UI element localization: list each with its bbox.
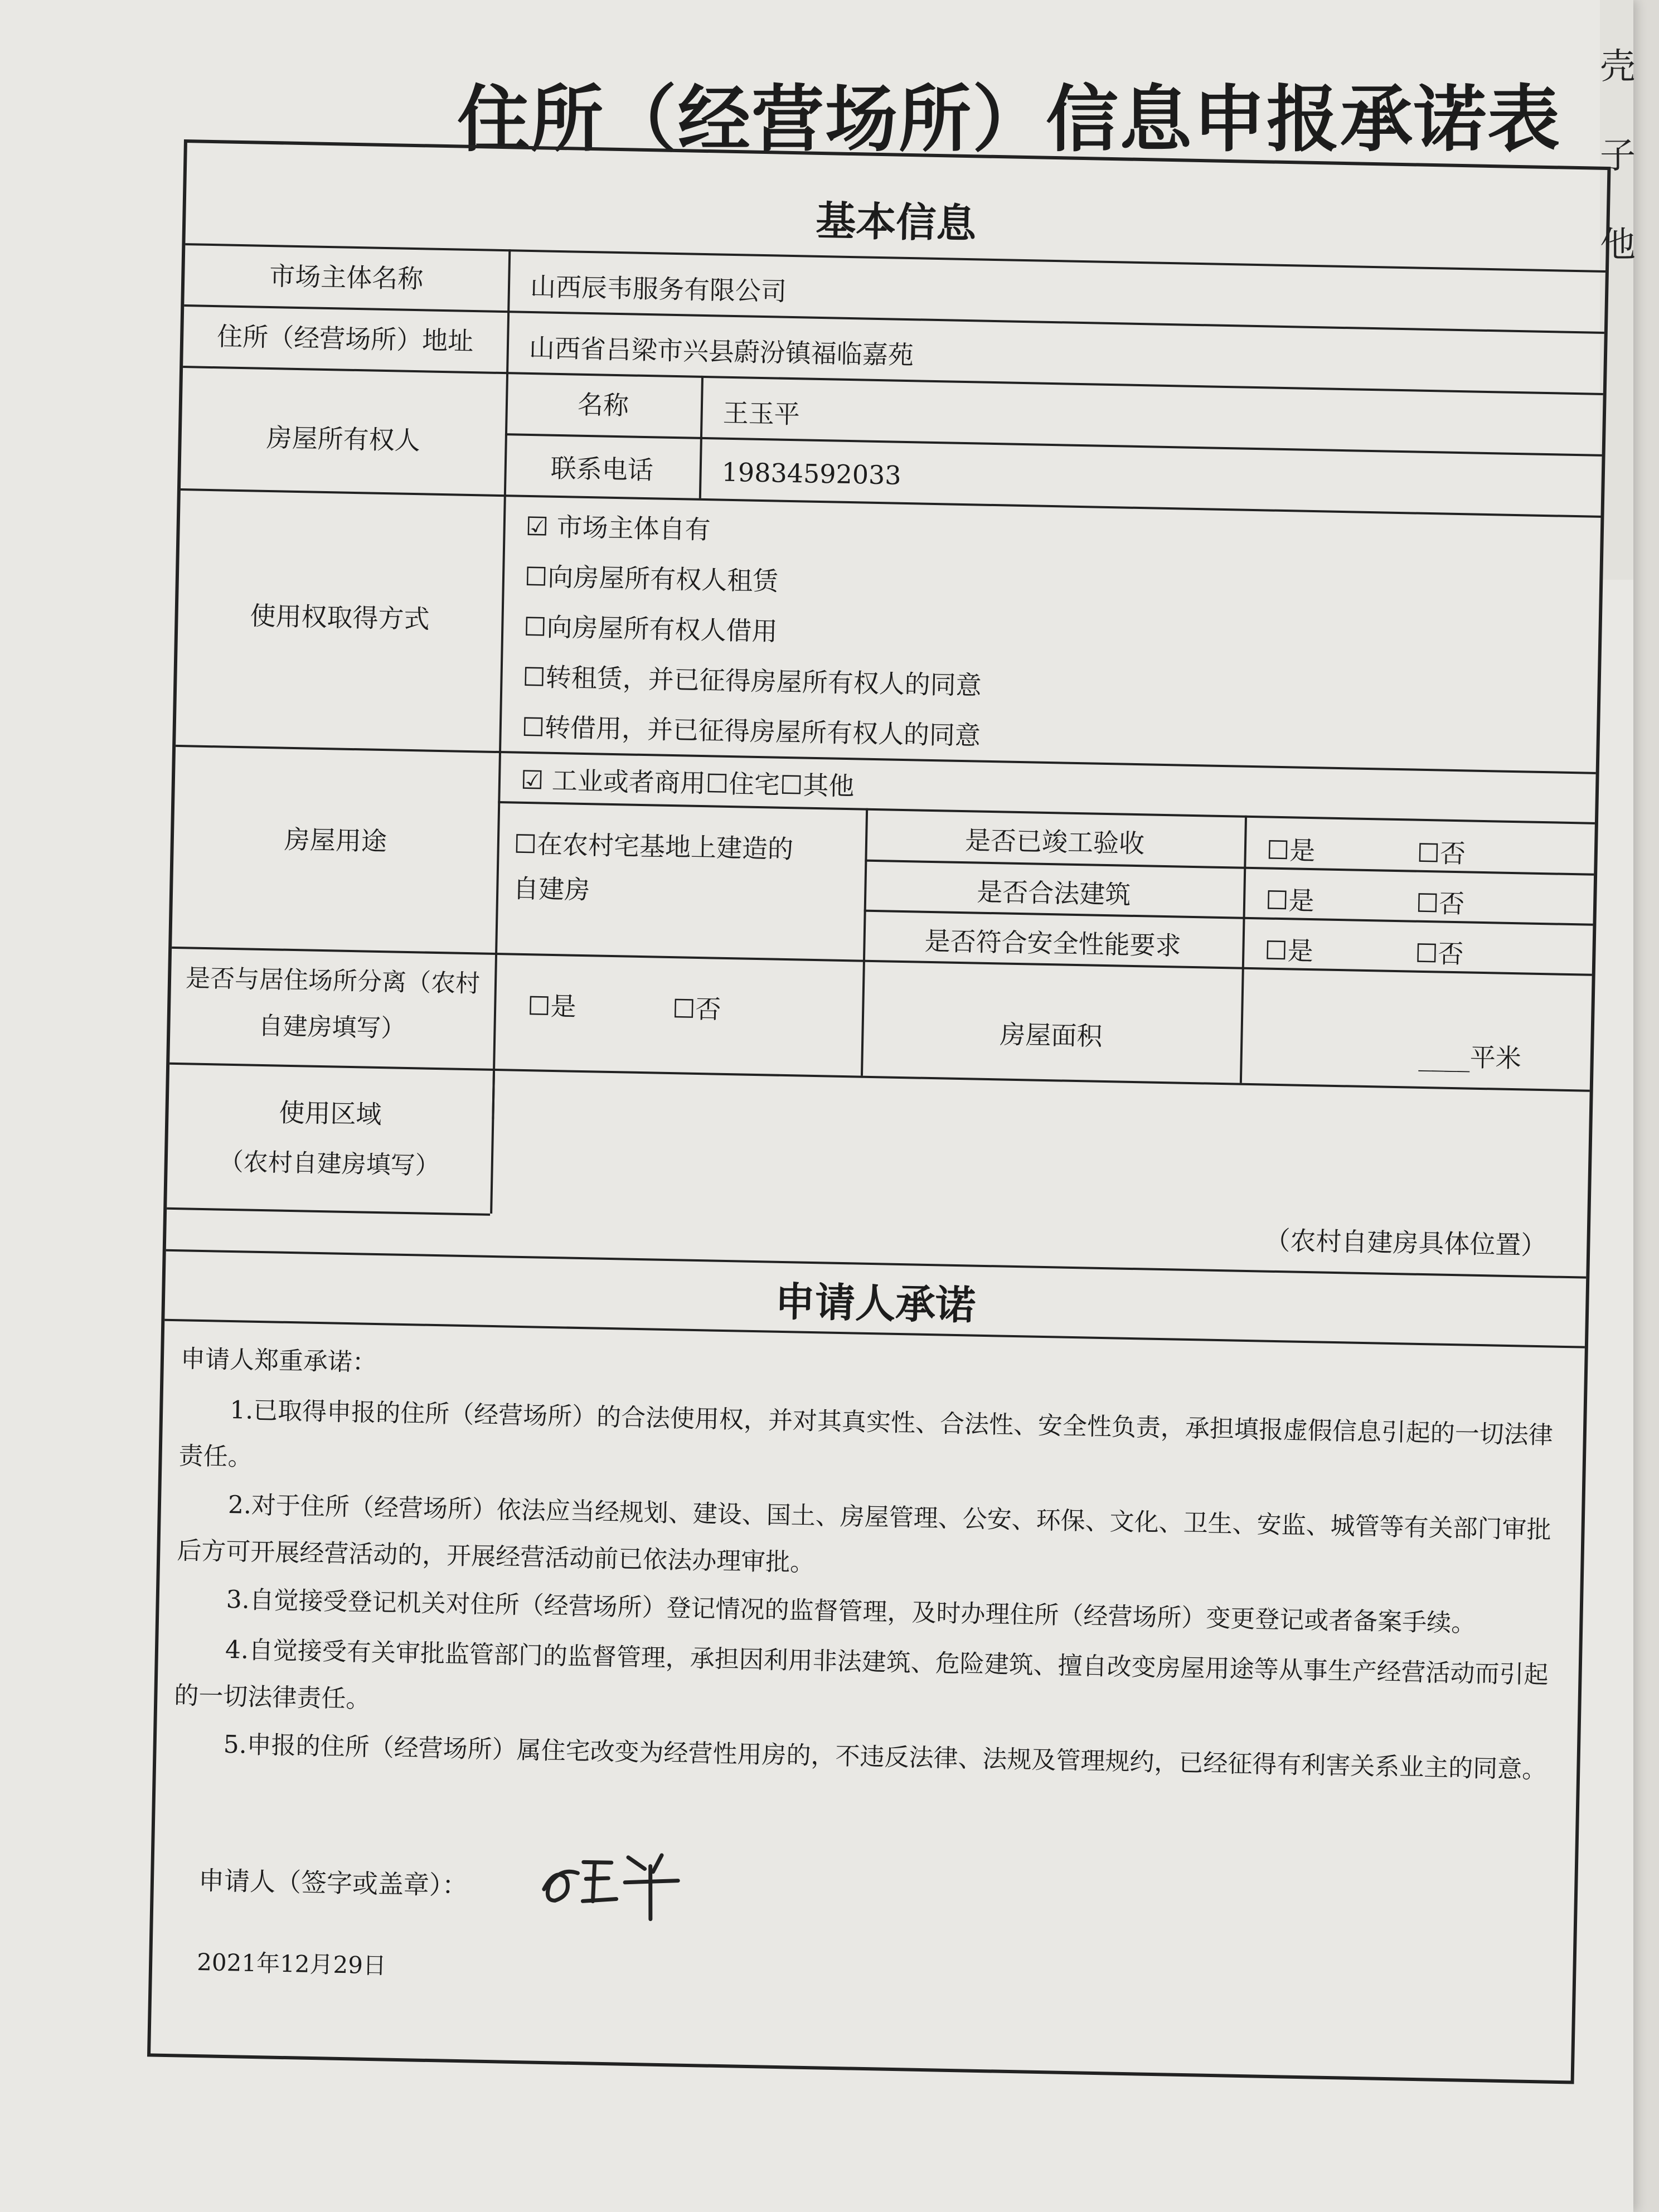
usage-label: 房屋用途 [284, 824, 387, 857]
signature-scribble [532, 1822, 701, 1926]
safety-question: 是否符合安全性能要求 [924, 925, 1182, 961]
owner-name-value: 王玉平 [722, 397, 801, 430]
form-title: 住所（经营场所）信息申报承诺表 [457, 77, 1561, 162]
separate-residence-label: 是否与居住场所分离（农村 [185, 964, 481, 998]
legal-question: 是否合法建筑 [976, 876, 1131, 910]
zone-note: （农村自建房具体位置） [1264, 1225, 1547, 1261]
rural-self-built-option: ☐在农村宅基地上建造的 [513, 828, 794, 865]
owner-label: 房屋所有权人 [266, 422, 421, 456]
declaration-form-table [147, 139, 1611, 2084]
area-label: 房屋面积 [999, 1019, 1103, 1051]
separate-yes: ☐是 [527, 991, 577, 1022]
entity-name-label: 市场主体名称 [269, 260, 424, 294]
right-option-borrow: ☐向房屋所有权人借用 [523, 611, 778, 647]
safety-yes: ☐是 [1264, 935, 1314, 967]
zone-label: 使用区域 [279, 1097, 382, 1130]
owner-name-label: 名称 [577, 389, 629, 421]
pledge-item-3: 3.自觉接受登记机关对住所（经营场所）登记情况的监督管理，及时办理住所（经营场所）变更登记或者备案手续。 [226, 1585, 1476, 1638]
right-option-sublease: ☐转租赁，并已征得房屋所有权人的同意 [522, 661, 982, 701]
right-option-owned: ☑ 市场主体自有 [525, 511, 711, 545]
separate-no: ☐否 [672, 993, 721, 1025]
signer-label: 申请人（签字或盖章）： [198, 1865, 468, 1901]
sign-date: 2021年12月29日 [196, 1948, 387, 1980]
use-right-label: 使用权取得方式 [250, 600, 430, 634]
address-label: 住所（经营场所）地址 [216, 321, 474, 357]
completion-question: 是否已竣工验收 [964, 825, 1145, 859]
zone-label-line2: （农村自建房填写） [219, 1147, 440, 1181]
legal-no: ☐否 [1415, 887, 1465, 919]
owner-phone-value: 19834592033 [721, 457, 902, 491]
completion-yes: ☐是 [1266, 835, 1316, 866]
owner-phone-label: 联系电话 [550, 453, 654, 486]
basic-info-header: 基本信息 [815, 197, 977, 248]
right-option-subborrow: ☐转借用，并已征得房屋所有权人的同意 [521, 711, 981, 751]
area-value: ____平米 [1418, 1041, 1522, 1074]
rural-self-built-option-line2: 自建房 [512, 873, 590, 905]
pledge-item-2: 2.对于住所（经营场所）依法应当经规划、建设、国土、房屋管理、公安、环保、文化、卫生、安监、城管等有关部门审批后方可开展经营活动的，开展经营活动前已依法办理审批。 [176, 1490, 1552, 1578]
pledge-item-1: 1.已取得申报的住所（经营场所）的合法使用权，并对其真实性、合法性、安全性负责，承担填报虚假信息引起的一切法律责任。 [178, 1396, 1554, 1472]
signature-handwritten [532, 1822, 701, 1928]
pledge-intro: 申请人郑重承诺： [180, 1345, 377, 1377]
pledge-item-5: 5.申报的住所（经营场所）属住宅改变为经营性用房的，不违反法律、法规及管理规约，已经征得有利害关系业主的同意。 [223, 1730, 1547, 1784]
pledge-item-4: 4.自觉接受有关审批监管部门的监督管理，承担因利用非法建筑、危险建筑、擅自改变房屋用途等从事生产经营活动而引起的一切法律责任。 [173, 1635, 1549, 1714]
usage-options: ☑ 工业或者商用☐住宅☐其他 [520, 764, 855, 802]
address-value: 山西省吕梁市兴县蔚汾镇福临嘉苑 [528, 332, 914, 371]
pledge-header: 申请人承诺 [774, 1278, 976, 1329]
safety-no: ☐否 [1414, 938, 1464, 969]
separate-residence-label-line2: 自建房填写） [258, 1011, 406, 1043]
entity-name-value: 山西辰韦服务有限公司 [530, 271, 787, 307]
adjacent-page-edge: 壳 子 他 [1600, 0, 1633, 580]
completion-no: ☐否 [1417, 837, 1466, 869]
legal-yes: ☐是 [1265, 885, 1314, 916]
right-option-lease: ☐向房屋所有权人租赁 [524, 561, 779, 596]
